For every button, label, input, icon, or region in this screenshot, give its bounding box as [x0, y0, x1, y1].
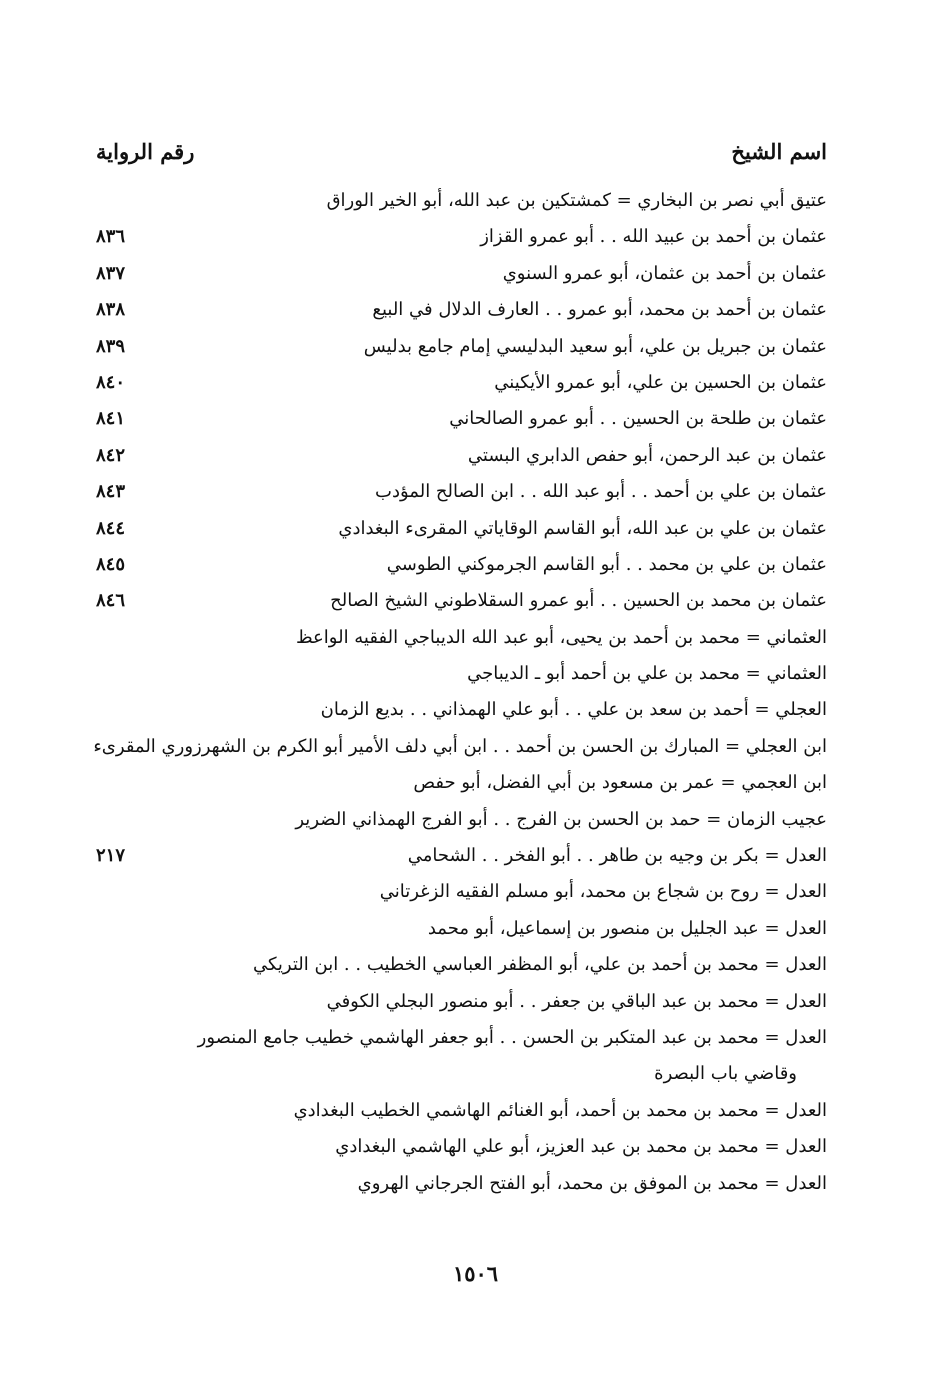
list-item	[0, 947, 951, 983]
list-item	[0, 1166, 951, 1202]
entry-text: ابن العجلي = المبارك بن الحسن بن أحمد . . ابن أبي دلف الأمير أبو الكرم بن الشهرزوري المقرىء	[93, 735, 827, 757]
entry-text: عتيق أبي نصر بن البخاري = كمشتكين بن عبد الله، أبو الخير الوراق	[326, 190, 827, 211]
list-item	[0, 656, 951, 692]
entry-number: ٨٣٩	[96, 335, 126, 357]
list-item	[0, 547, 951, 583]
entry-number: ٨٤٢	[96, 444, 126, 466]
list-item	[0, 256, 951, 292]
entry-text: عجيب الزمان = حمد بن الحسن بن الفرج . . أبو الفرج الهمذاني الضرير	[295, 808, 827, 830]
list-item	[0, 438, 951, 474]
entry-number: ٨٤٣	[96, 481, 126, 503]
entry-text: ابن العجمي = عمر بن مسعود بن أبي الفضل، أبو حفص	[413, 772, 827, 794]
entry-number: ٨٤٤	[96, 517, 126, 539]
entry-text: عثمان بن علي بن أحمد . . أبو عبد الله . . ابن الصالح المؤدب	[375, 481, 827, 503]
list-item	[0, 1129, 951, 1165]
entry-text: عثمان بن أحمد بن عثمان، أبو عمرو السنوي	[502, 262, 827, 284]
entry-text: العدل = محمد بن أحمد بن علي، أبو المظفر العباسي الخطيب . . ابن التريكي	[252, 954, 827, 976]
entry-number: ٨٤٥	[96, 553, 126, 575]
list-item	[0, 692, 951, 728]
entry-text: العدل = بكر بن وجيه بن طاهر . . أبو الفخر . . الشحامي	[407, 845, 827, 867]
list-item	[0, 1056, 951, 1092]
entry-number: ٨٣٨	[96, 299, 126, 321]
entry-text: وقاضي باب البصرة	[654, 1063, 797, 1085]
column-header-sheikh-name: اسم الشيخ	[731, 139, 827, 164]
entry-text: العدل = محمد بن عبد المتكبر بن الحسن . . أبو جعفر الهاشمي خطيب جامع المنصور	[197, 1026, 827, 1048]
list-item	[0, 329, 951, 365]
entry-text: عثمان بن طلحة بن الحسين . . أبو عمرو الصالحاني	[449, 408, 827, 430]
entry-text: العثماني = محمد بن علي بن أحمد أبو ـ الديباجي	[467, 663, 827, 685]
entry-text: عثمان بن أحمد بن عبيد الله . . أبو عمرو القزاز	[480, 226, 827, 248]
entry-text: العثماني = محمد بن أحمد بن يحيى، أبو عبد الله الديباجي الفقيه الواعظ	[295, 626, 827, 648]
entry-text: عثمان بن أحمد بن محمد، أبو عمرو . . العارف الدلال في البيع	[372, 299, 827, 321]
entry-number: ٨٤٠	[96, 371, 126, 393]
page-number: ١٥٠٦	[452, 1261, 499, 1286]
list-item	[0, 874, 951, 910]
column-header-narration-number: رقم الرواية	[96, 139, 195, 164]
entry-text: العدل = محمد بن محمد بن عبد العزيز، أبو علي الهاشمي البغدادي	[335, 1136, 827, 1158]
entry-text: العجلي = أحمد بن سعد بن علي . . أبو علي الهمذاني . . بديع الزمان	[320, 699, 827, 721]
entry-text: عثمان بن محمد بن الحسين . . أبو عمرو السقلاطوني الشيخ الصالح	[330, 590, 827, 612]
entry-text: العدل = محمد بن الموفق بن محمد، أبو الفتح الجرجاني الهروي	[357, 1172, 827, 1194]
list-item	[0, 729, 951, 765]
entry-number: ٢١٧	[96, 845, 126, 867]
entry-text: العدل = محمد بن محمد بن أحمد، أبو الغنائم الهاشمي الخطيب البغدادي	[293, 1099, 827, 1121]
entry-text: العدل = عبد الجليل بن منصور بن إسماعيل، أبو محمد	[427, 917, 827, 939]
list-item	[0, 1093, 951, 1129]
list-item	[0, 765, 951, 801]
entry-text: العدل = محمد بن عبد الباقي بن جعفر . . أبو منصور البجلي الكوفي	[326, 990, 827, 1012]
list-item	[0, 1020, 951, 1056]
list-item	[0, 474, 951, 510]
entry-text: عثمان بن علي بن عبد الله، أبو القاسم الوقاياتي المقرىء البغدادي	[338, 517, 827, 539]
list-item	[0, 911, 951, 947]
entry-number: ٨٤١	[96, 408, 126, 430]
entry-number: ٨٣٧	[96, 262, 126, 284]
entry-number: ٨٤٦	[96, 590, 126, 612]
list-item	[0, 401, 951, 437]
entry-text: عثمان بن علي بن محمد . . أبو القاسم الجرموكني الطوسي	[386, 553, 827, 575]
list-item	[0, 802, 951, 838]
entries-list	[0, 183, 951, 1202]
entry-text: عثمان بن جبريل بن علي، أبو سعيد البدليسي إمام جامع بدليس	[363, 335, 827, 357]
list-item	[0, 511, 951, 547]
list-item	[0, 838, 951, 874]
list-item	[0, 292, 951, 328]
list-item	[0, 219, 951, 255]
entry-text: العدل = روح بن شجاع بن محمد، أبو مسلم الفقيه الزغرتاني	[379, 881, 827, 903]
list-item	[0, 365, 951, 401]
list-item	[0, 620, 951, 656]
entry-number: ٨٣٦	[96, 226, 126, 248]
list-item	[0, 183, 951, 219]
entry-text: عثمان بن عبد الرحمن، أبو حفص الدابري البستي	[467, 444, 827, 466]
list-item	[0, 583, 951, 619]
list-item	[0, 984, 951, 1020]
entry-text: عثمان بن الحسين بن علي، أبو عمرو الأيكيني	[494, 371, 827, 393]
